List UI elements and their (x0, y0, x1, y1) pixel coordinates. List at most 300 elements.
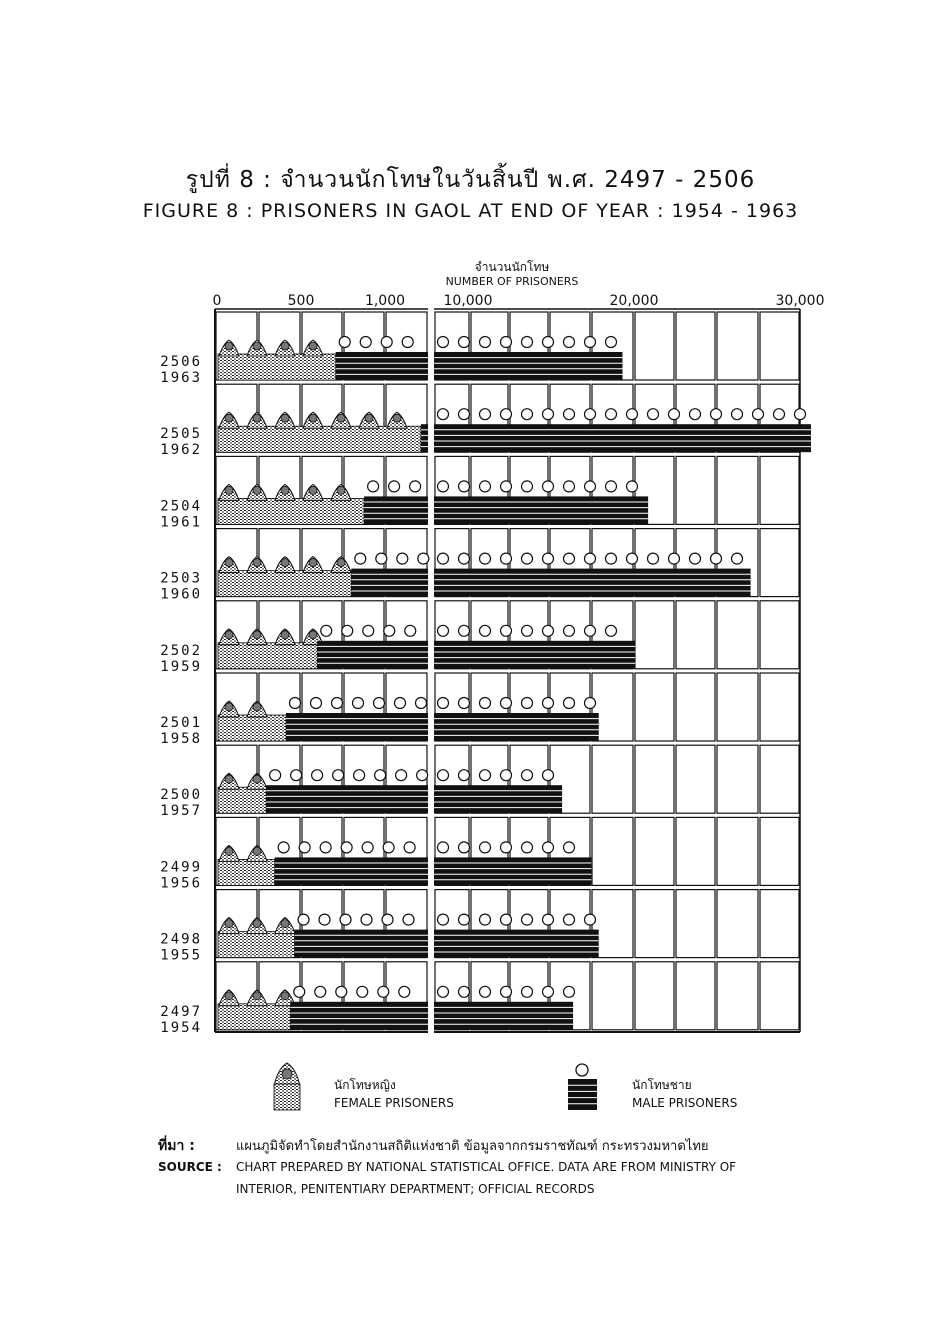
male-head-mark (339, 337, 350, 348)
male-head-mark (459, 914, 470, 925)
male-bar-right (434, 352, 622, 380)
x-tick-label: 30,000 (775, 293, 825, 309)
male-head-mark (438, 842, 449, 853)
bar-group (218, 481, 648, 525)
grid-cell (760, 529, 799, 597)
y-tick-label-ad: 1959 (160, 658, 202, 675)
male-head-mark (294, 986, 305, 997)
female-face-mark (281, 486, 289, 494)
x-axis-label-thai: จำนวนนักโทษ (474, 260, 550, 274)
male-head-mark (438, 770, 449, 781)
grid-cell (717, 673, 758, 741)
male-head-mark (353, 698, 364, 709)
female-face-mark (337, 559, 345, 567)
y-tick-label-ad: 1955 (160, 947, 202, 964)
male-bar-left (275, 857, 428, 885)
male-head-mark (438, 625, 449, 636)
male-bar-right (434, 785, 562, 813)
male-head-mark (522, 698, 533, 709)
female-face-mark (309, 414, 317, 422)
female-face-mark (225, 847, 233, 855)
grid-cell (717, 890, 758, 958)
male-bar-left (290, 1002, 428, 1030)
x-tick-label: 20,000 (609, 293, 659, 309)
male-head-mark (438, 914, 449, 925)
female-face-mark (253, 559, 261, 567)
male-head-mark (459, 409, 470, 420)
grid-cell (760, 312, 799, 380)
male-head-mark (501, 481, 512, 492)
male-head-mark (459, 770, 470, 781)
male-head-mark (501, 842, 512, 853)
legend-female-icon (274, 1063, 300, 1110)
male-head-mark (522, 553, 533, 564)
y-tick-label-ad: 1963 (160, 370, 202, 386)
grid-cell (635, 601, 674, 669)
male-bar-right (434, 857, 591, 885)
female-face-mark (253, 486, 261, 494)
y-tick-label-be: 2497 (160, 1003, 202, 1020)
male-head-mark (396, 770, 407, 781)
male-head-mark (522, 770, 533, 781)
grid-cell (592, 817, 633, 885)
female-bar-body (218, 571, 351, 597)
male-head-mark (669, 409, 680, 420)
male-head-mark (381, 337, 392, 348)
male-bar-left (295, 930, 428, 958)
male-head-mark (585, 553, 596, 564)
male-head-mark (522, 842, 533, 853)
male-head-mark (732, 553, 743, 564)
male-head-mark (382, 914, 393, 925)
male-head-mark (480, 337, 491, 348)
grid-cell (717, 745, 758, 813)
male-bar-left (317, 641, 428, 669)
legend-male-head (576, 1064, 588, 1076)
male-head-mark (340, 914, 351, 925)
female-face-mark (225, 342, 233, 350)
male-head-mark (585, 625, 596, 636)
x-axis-label: NUMBER OF PRISONERS (445, 275, 579, 288)
male-head-mark (711, 409, 722, 420)
y-tick-label-ad: 1962 (160, 442, 202, 459)
male-head-mark (564, 914, 575, 925)
male-head-mark (564, 842, 575, 853)
female-face-mark (253, 414, 261, 422)
male-head-mark (522, 625, 533, 636)
male-head-mark (606, 625, 617, 636)
female-bar-body (218, 859, 275, 885)
male-head-mark (290, 698, 301, 709)
female-face-mark (309, 342, 317, 350)
grid-cell (676, 890, 715, 958)
male-head-mark (299, 842, 310, 853)
female-face-mark (281, 559, 289, 567)
x-tick-label: 0 (212, 293, 222, 309)
female-face-mark (309, 631, 317, 639)
y-tick-label-ad: 1954 (160, 1019, 202, 1036)
y-tick-label-ad: 1956 (160, 875, 202, 892)
source-text-thai: แผนภูมิจัดทำโดยสำนักงานสถิติแห่งชาติ ข้อมูลจากกรมราชทัณฑ์ กระทรวงมหาดไทย (236, 1139, 709, 1154)
male-head-mark (403, 914, 414, 925)
female-face-mark (253, 775, 261, 783)
male-head-mark (648, 409, 659, 420)
grid-cell (760, 962, 799, 1030)
male-head-mark (321, 625, 332, 636)
male-head-mark (438, 337, 449, 348)
male-head-mark (384, 625, 395, 636)
bar-group (218, 409, 811, 453)
y-tick-label-ad: 1958 (160, 731, 202, 747)
male-bar-right (434, 496, 648, 524)
male-head-mark (774, 409, 785, 420)
legend-male-label-thai: นักโทษชาย (632, 1078, 692, 1092)
y-tick-label-be: 2502 (160, 642, 202, 659)
source-text-line2: INTERIOR, PENITENTIARY DEPARTMENT; OFFICIAL RECORDS (236, 1182, 595, 1196)
male-head-mark (410, 481, 421, 492)
male-head-mark (480, 986, 491, 997)
male-head-mark (690, 409, 701, 420)
male-head-mark (501, 698, 512, 709)
male-head-mark (585, 914, 596, 925)
female-face-mark (225, 486, 233, 494)
female-face-mark (281, 992, 289, 1000)
male-head-mark (627, 481, 638, 492)
male-head-mark (319, 914, 330, 925)
female-face-mark (365, 414, 373, 422)
male-head-mark (397, 553, 408, 564)
male-head-mark (501, 770, 512, 781)
male-head-mark (363, 625, 374, 636)
y-tick-label-be: 2504 (160, 498, 202, 515)
grid-cell (635, 673, 674, 741)
male-head-mark (418, 553, 429, 564)
male-head-mark (378, 986, 389, 997)
legend-female-label: FEMALE PRISONERS (334, 1096, 454, 1110)
male-head-mark (480, 842, 491, 853)
y-tick-label-be: 2500 (160, 787, 202, 804)
male-head-mark (585, 698, 596, 709)
male-head-mark (360, 337, 371, 348)
female-face-mark (253, 920, 261, 928)
male-head-mark (543, 914, 554, 925)
male-head-mark (711, 553, 722, 564)
male-head-mark (522, 986, 533, 997)
male-head-mark (459, 337, 470, 348)
male-head-mark (564, 698, 575, 709)
male-bar-right (434, 1002, 573, 1030)
female-bar-body (218, 643, 317, 669)
male-head-mark (395, 698, 406, 709)
female-face-mark (337, 486, 345, 494)
male-bar-right (434, 930, 599, 958)
male-bar-left (364, 496, 428, 524)
female-face-mark (225, 703, 233, 711)
female-face-mark (225, 414, 233, 422)
male-head-mark (522, 409, 533, 420)
grid-cell (717, 601, 758, 669)
female-face-mark (309, 486, 317, 494)
grid-cell (760, 890, 799, 958)
female-bar-body (218, 354, 336, 380)
grid-cell (760, 817, 799, 885)
male-head-mark (480, 625, 491, 636)
y-tick-label-be: 2498 (160, 931, 202, 948)
male-head-mark (627, 409, 638, 420)
bar-group (218, 842, 591, 886)
male-bar-left (351, 569, 428, 597)
male-bar-right (434, 713, 599, 741)
bar-group (218, 914, 599, 958)
legend-female-body (274, 1084, 300, 1110)
male-head-mark (404, 842, 415, 853)
male-head-mark (501, 337, 512, 348)
female-bar-body (218, 787, 266, 813)
bar-group (218, 698, 599, 742)
female-face-mark (253, 342, 261, 350)
male-head-mark (270, 770, 281, 781)
male-head-mark (543, 625, 554, 636)
legend-female-face (282, 1069, 292, 1079)
y-tick-label-be: 2506 (160, 354, 202, 370)
male-bar-right (434, 569, 751, 597)
male-head-mark (374, 698, 385, 709)
grid-cell (760, 601, 799, 669)
male-head-mark (416, 698, 427, 709)
female-bar-body (218, 715, 286, 741)
female-face-mark (337, 414, 345, 422)
male-head-mark (480, 914, 491, 925)
male-head-mark (368, 481, 379, 492)
grid-cell (635, 745, 674, 813)
chart-title-thai: รูปที่ 8 : จำนวนนักโทษในวันสิ้นปี พ.ศ. 2497 - 2506 (185, 167, 756, 193)
female-face-mark (253, 703, 261, 711)
male-head-mark (543, 409, 554, 420)
male-head-mark (564, 481, 575, 492)
grid-cell (676, 456, 715, 524)
grid-cell (717, 817, 758, 885)
male-head-mark (336, 986, 347, 997)
grid-cell (676, 601, 715, 669)
female-face-mark (309, 559, 317, 567)
female-face-mark (225, 920, 233, 928)
male-head-mark (543, 842, 554, 853)
male-head-mark (332, 698, 343, 709)
male-head-mark (438, 698, 449, 709)
male-head-mark (438, 409, 449, 420)
male-head-mark (480, 553, 491, 564)
male-head-mark (501, 914, 512, 925)
male-head-mark (438, 481, 449, 492)
male-head-mark (438, 553, 449, 564)
x-tick-label: 1,000 (364, 293, 406, 309)
male-head-mark (480, 698, 491, 709)
female-face-mark (393, 414, 401, 422)
male-head-mark (501, 625, 512, 636)
male-head-mark (376, 553, 387, 564)
y-tick-label-ad: 1960 (160, 586, 202, 603)
grid-cell (635, 817, 674, 885)
female-face-mark (253, 631, 261, 639)
legend-male-body (568, 1079, 597, 1110)
male-bar-left (421, 424, 428, 452)
y-tick-label-be: 2505 (160, 426, 202, 443)
grid-cell (760, 673, 799, 741)
male-head-mark (375, 770, 386, 781)
male-head-mark (606, 553, 617, 564)
male-head-mark (543, 481, 554, 492)
male-head-mark (459, 625, 470, 636)
male-head-mark (606, 481, 617, 492)
female-face-mark (225, 992, 233, 1000)
male-head-mark (311, 698, 322, 709)
male-head-mark (399, 986, 410, 997)
male-head-mark (333, 770, 344, 781)
y-tick-label-be: 2501 (160, 715, 202, 731)
grid-cell (676, 673, 715, 741)
male-head-mark (342, 625, 353, 636)
male-head-mark (564, 553, 575, 564)
male-head-mark (585, 481, 596, 492)
grid-cell (717, 456, 758, 524)
male-head-mark (341, 842, 352, 853)
legend-female-label-thai: นักโทษหญิง (334, 1078, 396, 1092)
male-head-mark (564, 625, 575, 636)
male-bar-right (434, 641, 635, 669)
male-head-mark (606, 409, 617, 420)
male-head-mark (564, 337, 575, 348)
grid-cell (717, 312, 758, 380)
male-head-mark (438, 986, 449, 997)
male-head-mark (355, 553, 366, 564)
male-bar-right (434, 424, 811, 452)
chart-title: FIGURE 8 : PRISONERS IN GAOL AT END OF YEAR : 1954 - 1963 (142, 200, 799, 222)
male-head-mark (522, 481, 533, 492)
male-head-mark (606, 337, 617, 348)
grid-cell (592, 962, 633, 1030)
bar-group (218, 986, 575, 1030)
male-bar-left (286, 713, 428, 741)
female-face-mark (281, 920, 289, 928)
female-bar-body (218, 498, 364, 524)
female-face-mark (225, 559, 233, 567)
male-head-mark (357, 986, 368, 997)
male-head-mark (402, 337, 413, 348)
male-head-mark (480, 770, 491, 781)
male-head-mark (354, 770, 365, 781)
male-head-mark (291, 770, 302, 781)
male-head-mark (564, 986, 575, 997)
male-head-mark (501, 553, 512, 564)
female-face-mark (281, 414, 289, 422)
male-head-mark (362, 842, 373, 853)
male-head-mark (732, 409, 743, 420)
x-tick-label: 500 (287, 293, 315, 309)
male-head-mark (501, 986, 512, 997)
grid-cell (592, 745, 633, 813)
male-head-mark (543, 337, 554, 348)
female-face-mark (253, 847, 261, 855)
legend-male-icon (568, 1064, 597, 1110)
male-head-mark (543, 770, 554, 781)
grid-cell (760, 456, 799, 524)
y-tick-label-be: 2503 (160, 570, 202, 587)
grid-cell (676, 817, 715, 885)
y-tick-label-ad: 1957 (160, 803, 202, 820)
male-head-mark (389, 481, 400, 492)
male-head-mark (648, 553, 659, 564)
male-head-mark (543, 698, 554, 709)
male-head-mark (298, 914, 309, 925)
male-head-mark (669, 553, 680, 564)
male-head-mark (312, 770, 323, 781)
grid-cell (760, 745, 799, 813)
male-head-mark (690, 553, 701, 564)
male-head-mark (522, 337, 533, 348)
grid-cell (635, 890, 674, 958)
female-face-mark (281, 631, 289, 639)
male-head-mark (795, 409, 806, 420)
source-label-thai: ที่มา : (158, 1138, 195, 1154)
y-tick-label-ad: 1961 (160, 514, 202, 531)
grid-cell (676, 312, 715, 380)
male-head-mark (543, 986, 554, 997)
x-tick-label: 10,000 (443, 293, 493, 309)
male-head-mark (417, 770, 428, 781)
grid-cell (717, 962, 758, 1030)
male-head-mark (585, 409, 596, 420)
bar-group (218, 337, 622, 381)
male-head-mark (459, 481, 470, 492)
male-head-mark (459, 698, 470, 709)
male-head-mark (480, 409, 491, 420)
legend-male-label: MALE PRISONERS (632, 1096, 738, 1110)
female-face-mark (225, 631, 233, 639)
bar-group (218, 770, 562, 814)
male-head-mark (459, 553, 470, 564)
male-head-mark (459, 842, 470, 853)
male-head-mark (315, 986, 326, 997)
male-head-mark (361, 914, 372, 925)
male-head-mark (459, 986, 470, 997)
male-head-mark (480, 481, 491, 492)
male-bar-left (336, 352, 428, 380)
male-head-mark (543, 553, 554, 564)
female-bar-body (218, 426, 421, 452)
grid-cell (676, 745, 715, 813)
male-head-mark (383, 842, 394, 853)
source-label: SOURCE : (158, 1160, 222, 1174)
female-face-mark (225, 775, 233, 783)
grid-cell (676, 962, 715, 1030)
male-head-mark (405, 625, 416, 636)
y-tick-label-be: 2499 (160, 859, 202, 876)
male-head-mark (501, 409, 512, 420)
grid-cell (635, 962, 674, 1030)
male-head-mark (627, 553, 638, 564)
male-head-mark (753, 409, 764, 420)
male-head-mark (585, 337, 596, 348)
bar-group (218, 553, 751, 597)
male-head-mark (564, 409, 575, 420)
male-head-mark (522, 914, 533, 925)
female-bar-body (218, 932, 295, 958)
male-head-mark (320, 842, 331, 853)
female-bar-body (218, 1004, 290, 1030)
female-face-mark (281, 342, 289, 350)
female-face-mark (253, 992, 261, 1000)
grid-cell (635, 312, 674, 380)
